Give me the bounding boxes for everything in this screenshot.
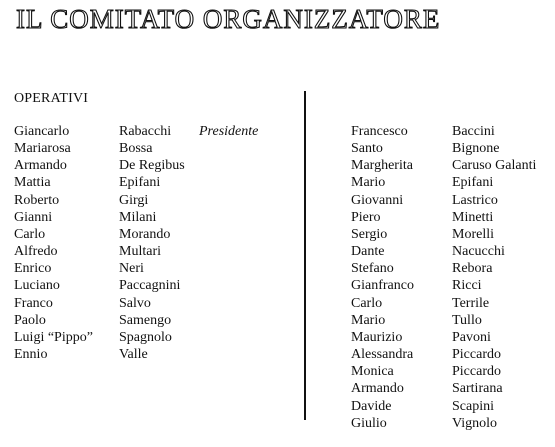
member-first-name: Monica — [351, 364, 394, 380]
member-last-name: Samengo — [119, 312, 172, 328]
section-label-operativi: OPERATIVI — [14, 91, 89, 106]
member-last-name: Ricci — [452, 278, 482, 294]
member-last-name: De Regibus — [119, 158, 185, 174]
member-first-name: Armando — [351, 381, 404, 397]
member-last-name: Piccardo — [452, 347, 501, 363]
member-last-name: Nacucchi — [452, 244, 505, 260]
member-first-name: Gianfranco — [351, 278, 414, 294]
member-first-name: Giancarlo — [14, 124, 70, 139]
member-last-name: Sartirana — [452, 381, 503, 397]
member-first-name: Ennio — [14, 347, 48, 363]
member-last-name: Vignolo — [452, 415, 498, 431]
member-last-name: Neri — [119, 261, 144, 277]
member-last-name: Scapini — [452, 398, 494, 414]
member-first-name: Carlo — [14, 226, 46, 242]
member-first-name: Alfredo — [14, 244, 58, 260]
member-last-name: Caruso Galanti — [452, 158, 537, 174]
column-divider — [304, 91, 306, 420]
member-first-name: Mario — [351, 312, 386, 328]
member-last-name: Girgi — [119, 192, 149, 208]
member-first-name: Armando — [14, 158, 67, 174]
member-last-name: Morelli — [452, 226, 494, 242]
member-first-name: Sergio — [351, 226, 388, 242]
member-first-name: Margherita — [351, 158, 413, 174]
member-first-name: Luciano — [14, 278, 60, 294]
right-last-names-column — [452, 123, 536, 432]
member-first-name: Piero — [351, 209, 381, 225]
member-first-name: Gianni — [14, 209, 53, 225]
member-first-name: Mario — [351, 175, 386, 191]
member-last-name: Epifani — [119, 175, 161, 191]
member-first-name: Alessandra — [351, 347, 414, 363]
member-first-name: Franco — [14, 295, 53, 311]
member-first-name: Francesco — [351, 124, 408, 139]
member-last-name: Bossa — [119, 141, 153, 157]
left-first-names-column — [14, 123, 93, 363]
member-last-name: Milani — [119, 209, 157, 225]
member-last-name: Minetti — [452, 209, 494, 225]
member-last-name: Bignone — [452, 141, 500, 157]
member-last-name: Morando — [119, 226, 171, 242]
left-last-names-column — [119, 123, 185, 363]
member-last-name: Valle — [119, 347, 148, 363]
member-last-name: Pavoni — [452, 329, 491, 345]
member-last-name: Salvo — [119, 295, 151, 311]
member-last-name: Rebora — [452, 261, 493, 277]
member-last-name: Baccini — [452, 124, 495, 139]
member-last-name: Tullo — [452, 312, 482, 328]
member-first-name: Mariarosa — [14, 141, 71, 157]
member-first-name: Roberto — [14, 192, 60, 208]
right-first-names-column — [351, 123, 414, 432]
member-last-name: Rabacchi — [119, 124, 172, 139]
member-last-name: Multari — [119, 244, 161, 260]
member-last-name: Spagnolo — [119, 329, 172, 345]
member-last-name: Paccagnini — [119, 278, 181, 294]
member-first-name: Santo — [351, 141, 383, 157]
member-first-name: Stefano — [351, 261, 394, 277]
member-first-name: Carlo — [351, 295, 383, 311]
member-last-name: Epifani — [452, 175, 494, 191]
member-first-name: Mattia — [14, 175, 51, 191]
member-first-name: Dante — [351, 244, 385, 260]
member-last-name: Lastrico — [452, 192, 498, 208]
member-first-name: Davide — [351, 398, 392, 414]
member-first-name: Maurizio — [351, 329, 403, 345]
member-first-name: Giovanni — [351, 192, 404, 208]
member-role: Presidente — [199, 124, 259, 139]
member-last-name: Terrile — [452, 295, 490, 311]
member-first-name: Enrico — [14, 261, 52, 277]
member-first-name: Paolo — [14, 312, 46, 328]
member-first-name: Luigi “Pippo” — [14, 329, 93, 345]
member-first-name: Giulio — [351, 415, 387, 431]
member-last-name: Piccardo — [452, 364, 501, 380]
page-title: IL COMITATO ORGANIZZATORE — [16, 4, 441, 34]
